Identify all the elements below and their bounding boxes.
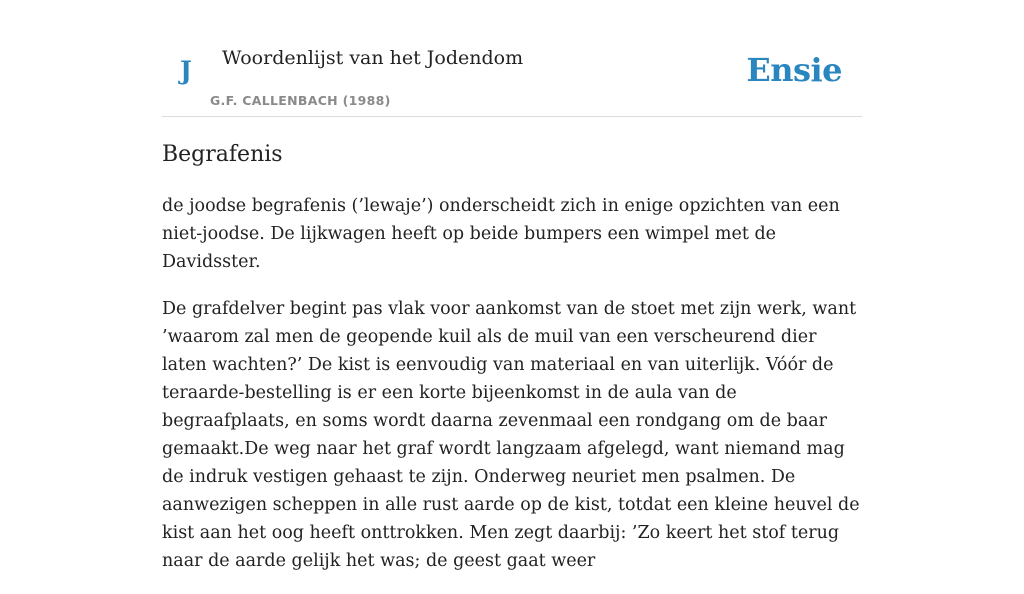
book-author: G.F. CALLENBACH (1988): [210, 93, 391, 108]
book-letter-icon: J: [180, 56, 192, 85]
book-header: [162, 0, 862, 117]
book-title-link[interactable]: Woordenlijst van het Jodendom: [222, 47, 524, 69]
entry-title: Begrafenis: [162, 142, 283, 167]
ensie-logo[interactable]: Ensie: [746, 51, 842, 89]
entry-paragraph: de joodse begrafenis (’lewaje’) onderscheidt zich in enige opzichten van een niet-joodse. De lijkwagen heeft op beide bumpers een wimpel met de Davidsster.: [162, 196, 840, 272]
entry-body: [162, 192, 862, 594]
entry-paragraph: De grafdelver begint pas vlak voor aankomst van de stoet met zijn werk, want ’waarom zal men de geopende kuil als de muil van een verscheurend dier laten wachten?’ De kist is eenvoudig van materiaal en van uiterlijk. Vóór de teraarde-bestelling is er een korte bijeenkomst in de aula van de begraafplaats, en soms wordt daarna zevenmaal een rondgang om de baar gemaakt.De weg naar het graf wordt langzaam afgelegd, want niemand mag de indruk vestigen gehaast te zijn. Onderweg neuriet men psalmen. De aanwezigen scheppen in alle rust aarde op de kist, totdat een kleine heuvel de kist aan het oog heeft onttrokken. Men zegt daarbij: ’Zo keert het stof terug naar de aarde gelijk het was; de geest gaat weer: [162, 299, 860, 571]
